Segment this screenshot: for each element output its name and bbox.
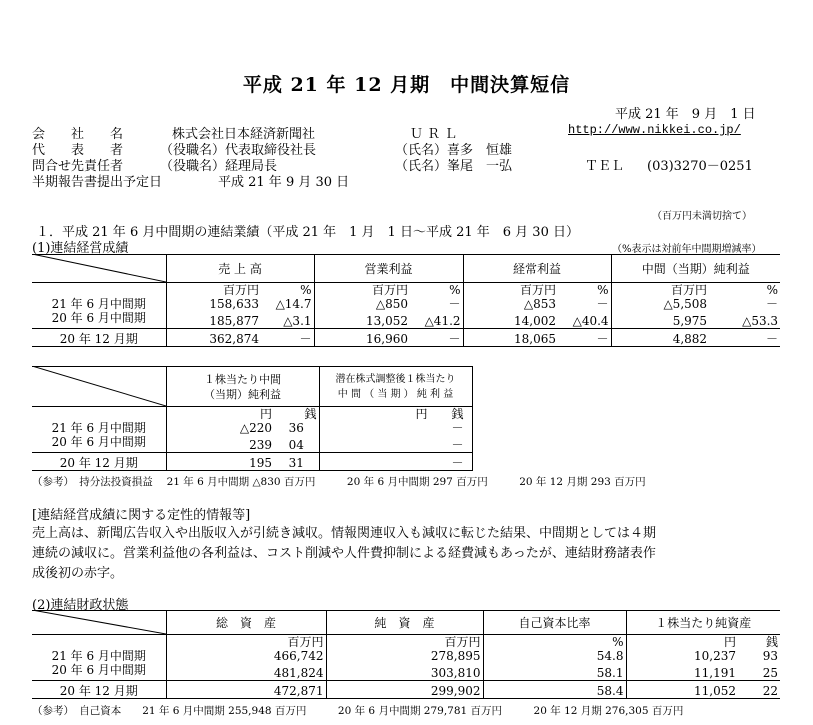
cell-value: △5,508 (611, 297, 709, 311)
cell-value: 36 (288, 421, 304, 435)
table-row (32, 435, 472, 453)
document-title: 平成 21 年 12 月期 中間決算短信 (242, 74, 571, 96)
tel-label: ＴＥＬ (585, 159, 625, 174)
contact-title: （役職名）経理局長 (160, 159, 278, 174)
table-row (32, 453, 472, 471)
cell-value: △850 (314, 297, 410, 311)
cell-value: 25 (762, 666, 779, 680)
cell-value: 58.4 (483, 681, 626, 699)
company-name-value: 株式会社日本経済新聞社 (172, 127, 316, 142)
header-sales: 売 上 高 (166, 255, 314, 283)
table-row (32, 649, 780, 663)
unit-pct: % (449, 283, 461, 297)
row-label: 21 年 6 月中間期 (51, 421, 146, 435)
cell-value: 472,871 (166, 681, 326, 699)
row-label: 21 年 6 月中間期 (51, 297, 146, 311)
cell-value: － (596, 297, 609, 311)
representative-title: （役職名）代表取締役社長 (160, 143, 317, 158)
unit-pct: % (597, 283, 609, 297)
unit-amount: 百万円 (166, 283, 261, 298)
row-label: 20 年 6 月中間期 (51, 663, 146, 677)
equity-note: （参考） 自己資本 21 年 6 月中間期 255,948 百万円 20 年 6 月中間期 279,781 百万円 20 年 12 月期 276,305 百万円 (32, 705, 684, 717)
cell-value: △853 (463, 297, 558, 311)
rounding-note: （百万円未満切捨て） (652, 211, 752, 222)
unit-sen: 銭 (766, 635, 779, 649)
cell-value: － (766, 297, 779, 311)
cell-value: － (448, 332, 461, 346)
report-date-value: 平成 21 年 9 月 30 日 (218, 175, 350, 190)
cell-value: － (448, 297, 461, 311)
cell-value: 466,742 (166, 649, 326, 663)
row-label: 20 年 12 月期 (59, 684, 138, 698)
cell-value: 481,824 (166, 663, 326, 681)
cell-value: 58.1 (483, 663, 626, 681)
header-ordinary-income: 経常利益 (463, 255, 611, 283)
cell-value: 239 (166, 435, 274, 453)
section1-heading: １．平成 21 年 6 月中間期の連結業績（平成 21 年 1 月 1 日～平成 21 年 6 月 30 日） (36, 225, 579, 240)
table-row (32, 297, 780, 311)
document-date: 平成 21 年 9 月 1 日 (615, 107, 756, 122)
header-net-assets: 純 資 産 (326, 611, 483, 635)
cell-value: 5,975 (611, 311, 709, 329)
tel-value: (03)3270－0251 (647, 159, 753, 174)
qualitative-line-1: 売上高は、新聞広告収入や出版収入が引続き減収。情報関連収入も減収に転じた結果、中間期としては４期 (32, 526, 657, 541)
unit-amount: 百万円 (314, 283, 410, 298)
eps-header (166, 367, 319, 407)
cell-value: 13,052 (314, 311, 410, 329)
cell-value: － (319, 435, 472, 453)
cell-value: 303,810 (326, 663, 483, 681)
cell-value: 18,065 (463, 329, 558, 347)
unit-amount: 百万円 (611, 283, 709, 298)
cell-value: － (319, 453, 472, 471)
cell-value: 93 (762, 649, 779, 663)
header-operating-income: 営業利益 (314, 255, 463, 283)
representative-label: 代 表 者 (32, 143, 124, 158)
unit-pct: % (300, 283, 312, 297)
diluted-eps-header-line1: 潜在株式調整後１株当たり (335, 373, 456, 385)
operating-results-table (32, 254, 780, 347)
cell-value: － (299, 332, 312, 346)
cell-value: 11,052 (626, 681, 738, 699)
cell-value: △41.2 (424, 314, 461, 328)
qualitative-line-2: 連続の減収に。営業利益他の各利益は、コスト削減や人件費抑制による経費減もあったが、連結財務諸表作 (32, 546, 656, 561)
qualitative-line-3: 成後初の赤字。 (32, 566, 124, 581)
unit-amount: 百万円 (326, 635, 483, 650)
equity-method-note: （参考） 持分法投資損益 21 年 6 月中間期 △830 百万円 20 年 6 月中間期 297 百万円 20 年 12 月期 293 百万円 (32, 476, 646, 488)
cell-value: 54.8 (483, 649, 626, 663)
eps-header-line2: （当期）純利益 (204, 387, 281, 401)
cell-value: △3.1 (283, 314, 312, 328)
unit-yen: 円 (166, 407, 274, 422)
table-row (32, 421, 472, 435)
section2-subheading: (2)連結財政状態 (32, 598, 129, 613)
eps-table (32, 366, 473, 471)
cell-value: 10,237 (626, 649, 738, 663)
cell-value: 4,882 (611, 329, 709, 347)
contact-name: （氏名）峯尾 一弘 (395, 159, 513, 174)
diluted-eps-header (319, 367, 472, 407)
cell-value: 22 (762, 684, 779, 698)
cell-value: 158,633 (166, 297, 261, 311)
cell-value: 31 (288, 456, 304, 470)
table-row (32, 311, 780, 329)
company-name-label: 会 社 名 (32, 127, 124, 142)
unit-amount: 百万円 (166, 635, 326, 650)
row-label: 20 年 12 月期 (59, 332, 138, 346)
cell-value: 16,960 (314, 329, 410, 347)
financial-position-table (32, 610, 780, 699)
cell-value: 11,191 (626, 663, 738, 681)
section1-subheading: (1)連結経営成績 (32, 241, 129, 256)
unit-yen: 円 (415, 407, 428, 421)
cell-value: － (319, 421, 472, 435)
row-label: 20 年 12 月期 (59, 456, 138, 470)
cell-value: － (766, 332, 779, 346)
cell-value: 278,895 (326, 649, 483, 663)
table-row (32, 329, 780, 347)
table-row (32, 663, 780, 681)
cell-value: △14.7 (275, 297, 312, 311)
cell-value: △53.3 (742, 314, 779, 328)
header-bps: １株当たり純資産 (626, 611, 780, 635)
cell-value: 299,902 (326, 681, 483, 699)
cell-value: 195 (166, 453, 274, 471)
company-url-link[interactable]: http://www.nikkei.co.jp/ (568, 123, 741, 137)
cell-value: 14,002 (463, 311, 558, 329)
row-label: 21 年 6 月中間期 (51, 649, 146, 663)
qualitative-heading: [連結経営成績に関する定性的情報等] (32, 508, 251, 523)
unit-pct: % (766, 283, 779, 297)
unit-yen-sen (319, 407, 472, 422)
unit-yen: 円 (626, 635, 738, 650)
row-label: 20 年 6 月中間期 (51, 435, 146, 449)
header-equity-ratio: 自己資本比率 (483, 611, 626, 635)
row-label: 20 年 6 月中間期 (51, 311, 146, 325)
cell-value: △220 (166, 421, 274, 435)
header-total-assets: 総 資 産 (166, 611, 326, 635)
unit-sen: 銭 (451, 407, 464, 421)
diluted-eps-header-line2: 中 間 （ 当 期 ） 純 利 益 (337, 388, 454, 400)
cell-value: 04 (288, 438, 304, 452)
cell-value: 185,877 (166, 311, 261, 329)
cell-value: △40.4 (572, 314, 609, 328)
unit-pct: % (483, 635, 626, 650)
unit-amount: 百万円 (463, 283, 558, 298)
table-row (32, 681, 780, 699)
cell-value: 362,874 (166, 329, 261, 347)
url-label: Ｕ Ｒ Ｌ (410, 127, 458, 142)
pct-note: （%表示は対前年中間期増減率） (612, 244, 762, 255)
representative-name: （氏名）喜多 恒雄 (395, 143, 513, 158)
unit-sen: 銭 (304, 407, 317, 421)
eps-header-line1: １株当たり中間 (204, 372, 281, 386)
contact-label: 問合せ先責任者 (32, 159, 124, 174)
report-date-label: 半期報告書提出予定日 (32, 175, 163, 190)
cell-value: － (596, 332, 609, 346)
header-net-income: 中間（当期）純利益 (611, 255, 780, 283)
